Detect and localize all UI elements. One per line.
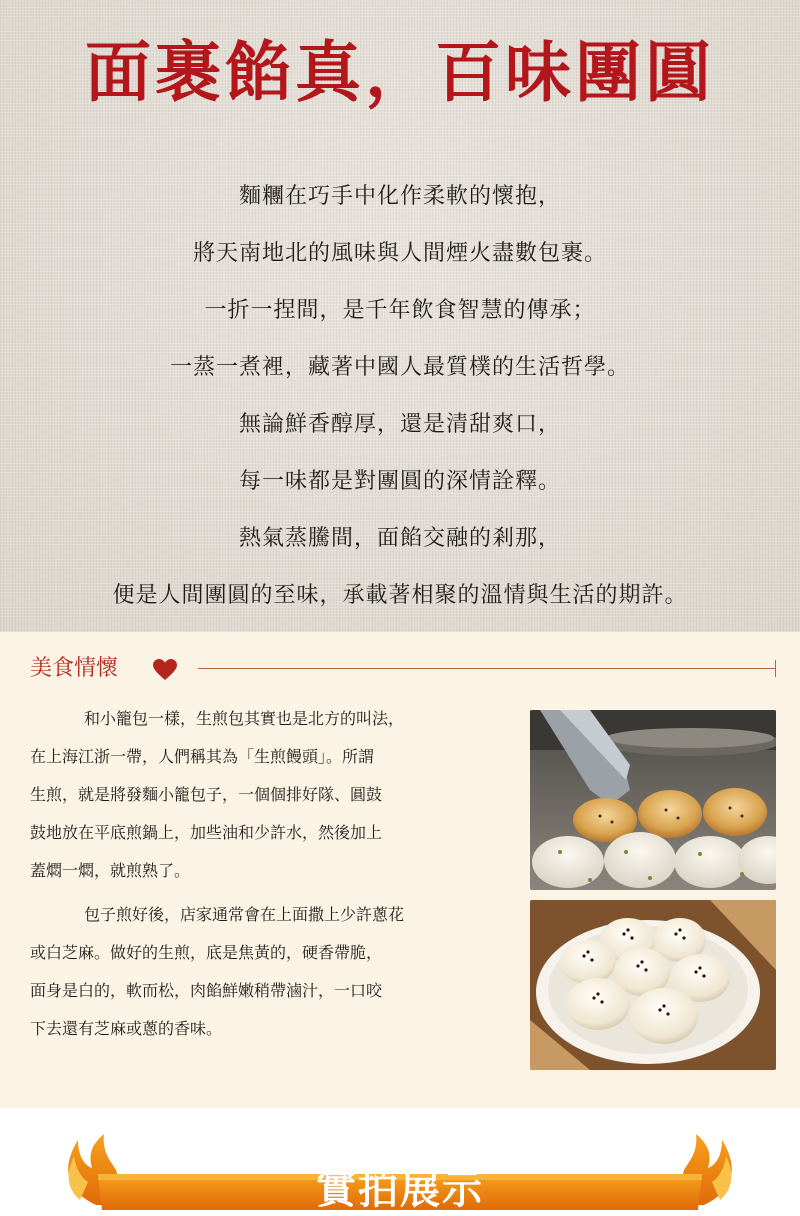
- poem-line: 無論鮮香醇厚，還是清甜爽口，: [238, 412, 561, 437]
- poem: [0, 168, 800, 624]
- poem-line: 每一味都是對團圓的深情詮釋。: [238, 469, 561, 494]
- text-line: 面身是白的，軟而松，肉餡鮮嫩稍帶滷汁，一口咬: [30, 981, 383, 1000]
- section-header: [30, 652, 778, 686]
- text-line: 和小籠包一樣，生煎包其實也是北方的叫法，: [84, 709, 405, 728]
- page-title: 面裹餡真，百味團圓: [85, 34, 715, 111]
- banner-area: [0, 1108, 800, 1216]
- section-divider: [198, 668, 776, 669]
- text-line: 鼓地放在平底煎鍋上，加些油和少許水，然後加上: [30, 823, 383, 842]
- poem-line: 將天南地北的風味與人間煙火盡數包裹。: [192, 241, 607, 266]
- text-line: 蓋燜一燜，就煎熟了。: [30, 861, 191, 880]
- poem-line: 麵糰在巧手中化作柔軟的懷抱，: [238, 184, 561, 209]
- story-text: [30, 700, 510, 1048]
- text-line: 包子煎好後，店家通常會在上面撒上少許蔥花: [84, 905, 405, 924]
- story-section: [0, 632, 800, 1108]
- poem-line: 一蒸一煮裡，藏著中國人最質樸的生活哲學。: [169, 355, 630, 380]
- poem-line: 一折一捏間，是千年飲食智慧的傳承；: [204, 298, 596, 323]
- text-line: 在上海江浙一帶，人們稱其為「生煎饅頭」。所謂: [30, 747, 375, 766]
- section-banner: [58, 1130, 742, 1213]
- section-title: 美食情懷: [30, 656, 119, 681]
- text-line: 下去還有芝麻或蔥的香味。: [30, 1019, 223, 1038]
- pan-fried-buns-photo: [530, 710, 776, 890]
- heart-icon: [152, 658, 178, 682]
- plated-buns-photo: [530, 900, 776, 1070]
- poem-line: 便是人間團圓的至味，承載著相聚的溫情與生活的期許。: [112, 583, 688, 608]
- poem-line: 熱氣蒸騰間，面餡交融的剎那，: [238, 526, 561, 551]
- text-line: 生煎，就是將發麵小籠包子，一個個排好隊、圓鼓: [30, 785, 383, 804]
- banner-title: 實拍展示: [316, 1167, 484, 1213]
- text-line: 或白芝麻。做好的生煎，底是焦黃的，硬香帶脆，: [30, 943, 383, 962]
- divider-end-mark: [775, 660, 776, 677]
